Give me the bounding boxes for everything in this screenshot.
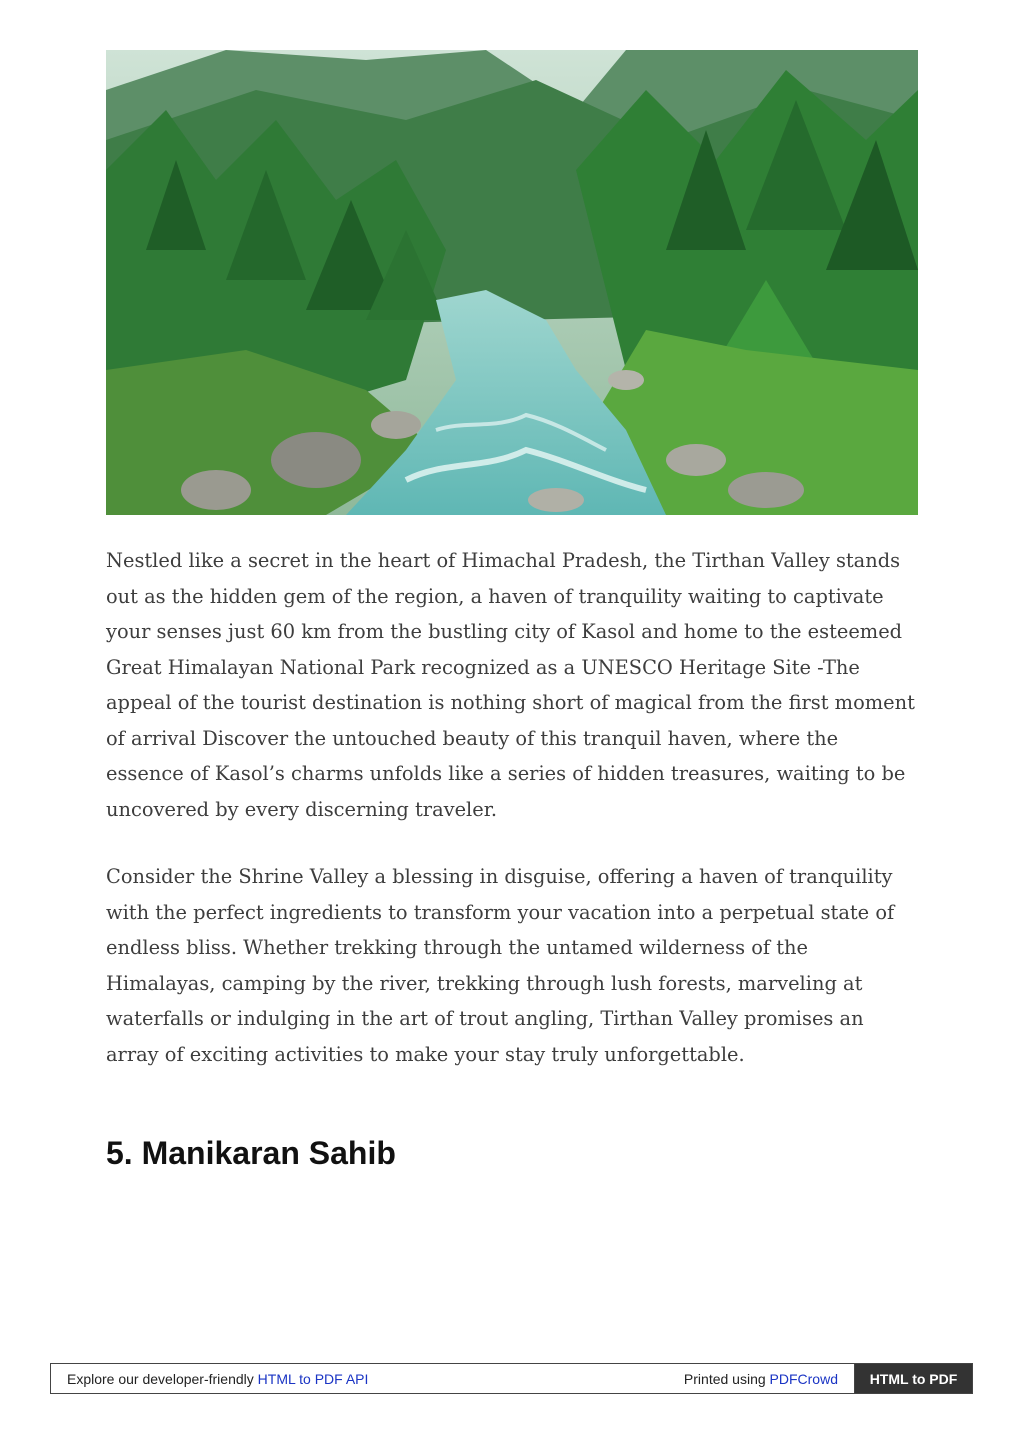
hero-image [106,50,918,515]
html-to-pdf-button[interactable]: HTML to PDF [854,1364,972,1393]
pdfcrowd-footer [50,1363,973,1394]
pdfcrowd-link[interactable]: PDFCrowd [769,1370,838,1387]
body-paragraph: Consider the Shrine Valley a blessing in disguise, offering a haven of tranquility with the perfect ingredients to transform your vacation into a perpetual state of endless bliss. Whether trekking through the untamed wilderness of the Himalayas, camping by the river, trekking through lush forests, marveling at waterfalls or indulging in the art of trout angling, Tirthan Valley promises an array of exciting activities to make your stay truly unforgettable. [106,865,895,1066]
footer-left [51,1371,684,1387]
footer-mid-text: Printed using [683,1370,770,1387]
body-paragraph: Nestled like a secret in the heart of Himachal Pradesh, the Tirthan Valley stands out as the hidden gem of the region, a haven of tranquility waiting to captivate your senses just 60 km from the bustling city of Kasol and home to the esteemed Great Himalayan National Park recognized as a UNESCO Heritage Site -The appeal of the tourist destination is nothing short of magical from the first moment of arrival Discover the untouched beauty of this tranquil haven, where the essence of Kasol’s charms unfolds like a series of hidden treasures, waiting to be uncovered by every discerning traveler. [106,549,915,821]
section-heading: 5. Manikaran Sahib [106,1135,396,1171]
valley-river-illustration [106,50,918,515]
footer-printed-using [684,1371,854,1387]
html-to-pdf-api-link[interactable]: HTML to PDF API [257,1370,369,1387]
footer-left-text: Explore our developer-friendly [67,1370,258,1387]
